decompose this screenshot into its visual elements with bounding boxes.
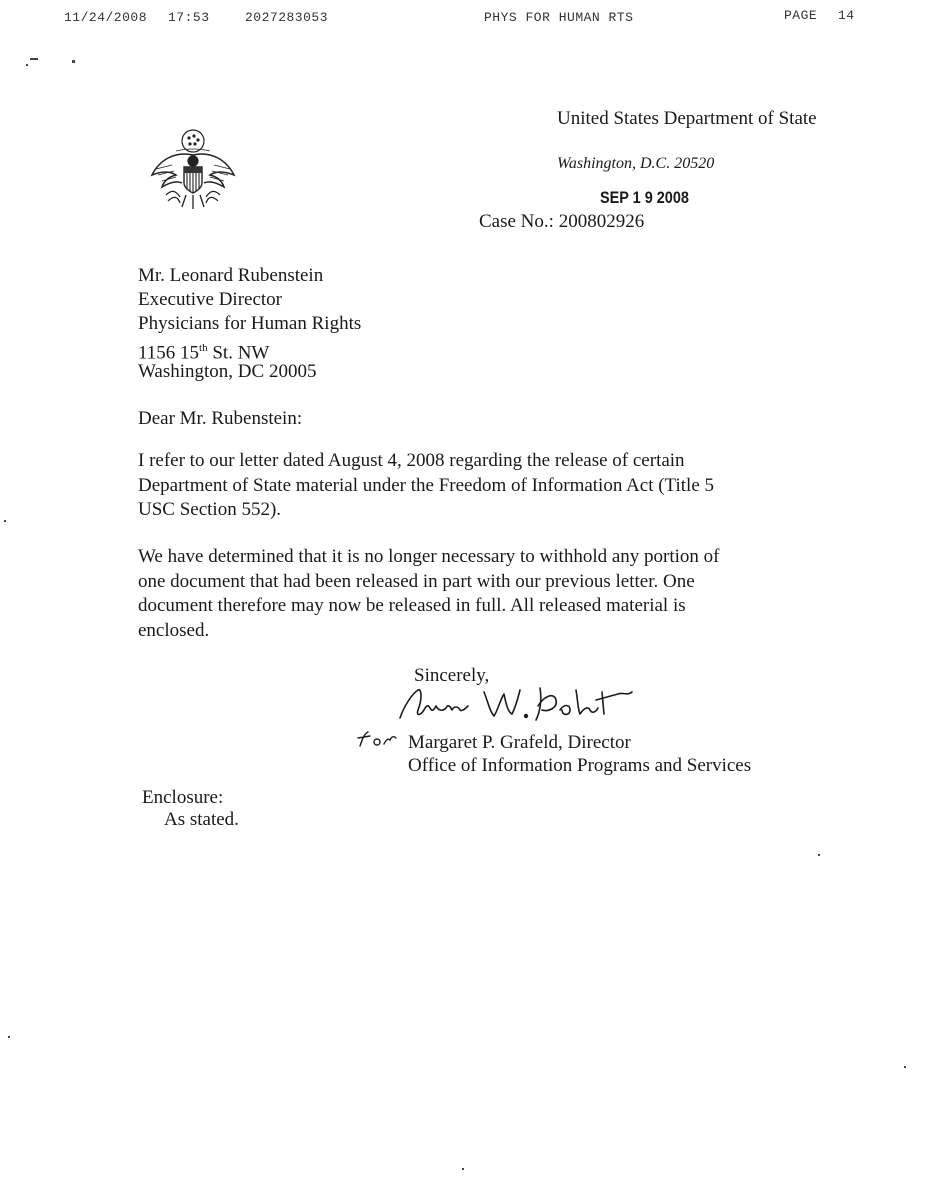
recipient-organization: Physicians for Human Rights xyxy=(138,313,362,334)
scan-mark xyxy=(72,60,75,63)
fax-page-number: 14 xyxy=(838,8,855,23)
department-name: United States Department of State xyxy=(557,108,817,129)
paragraph-line: I refer to our letter dated August 4, 2008 regarding the release of certain xyxy=(138,450,685,471)
case-number-line xyxy=(479,211,644,233)
paragraph-line: USC Section 552). xyxy=(138,499,282,520)
great-seal-icon xyxy=(146,125,240,215)
paragraph-line: enclosed. xyxy=(138,619,210,641)
paragraph-line: document therefore may now be released in full. All released material is xyxy=(138,595,686,616)
salutation: Dear Mr. Rubenstein: xyxy=(138,408,303,429)
case-label: Case No.: xyxy=(479,211,554,232)
scan-mark xyxy=(30,58,38,60)
recipient-name: Mr. Leonard Rubenstein xyxy=(138,265,324,286)
handwritten-signature xyxy=(392,676,642,728)
case-number: 200802926 xyxy=(558,211,645,232)
enclosure-label: Enclosure: xyxy=(142,787,224,808)
scan-mark xyxy=(8,1036,10,1038)
closing-sincerely: Sincerely, xyxy=(414,665,490,686)
enclosure-value: As stated. xyxy=(164,809,239,830)
street-name: St. NW xyxy=(207,342,270,364)
fax-phone: 2027283053 xyxy=(245,10,329,25)
body-paragraph-1 xyxy=(138,449,818,523)
fax-sender: PHYS FOR HUMAN RTS xyxy=(484,10,634,25)
recipient-title: Executive Director xyxy=(138,289,283,310)
department-location: Washington, D.C. 20520 xyxy=(557,155,715,172)
recipient-city: Washington, DC 20005 xyxy=(138,361,317,382)
body-paragraph-2 xyxy=(138,545,818,643)
date-stamp: SEP 1 9 2008 xyxy=(600,188,689,207)
paragraph-line: Department of State material under the Freedom of Information Act (Title 5 xyxy=(138,474,715,496)
fax-page-label: PAGE xyxy=(784,8,818,23)
paragraph-line: We have determined that it is no longer necessary to withhold any portion of xyxy=(138,546,720,567)
scan-mark xyxy=(462,1168,464,1170)
scan-mark xyxy=(4,520,6,522)
signer-name: Margaret P. Grafeld, Director xyxy=(408,732,631,753)
street-number: 1156 15 xyxy=(138,342,200,364)
scan-mark xyxy=(904,1066,906,1068)
street-ordinal: th xyxy=(199,342,208,354)
scan-mark xyxy=(26,64,28,66)
fax-date: 11/24/2008 xyxy=(64,10,148,25)
scan-mark xyxy=(818,854,820,856)
paragraph-line: one document that had been released in part with our previous letter. One xyxy=(138,570,695,592)
fax-time: 17:53 xyxy=(168,10,210,25)
signer-office: Office of Information Programs and Services xyxy=(408,755,752,776)
for-mark xyxy=(356,728,398,750)
